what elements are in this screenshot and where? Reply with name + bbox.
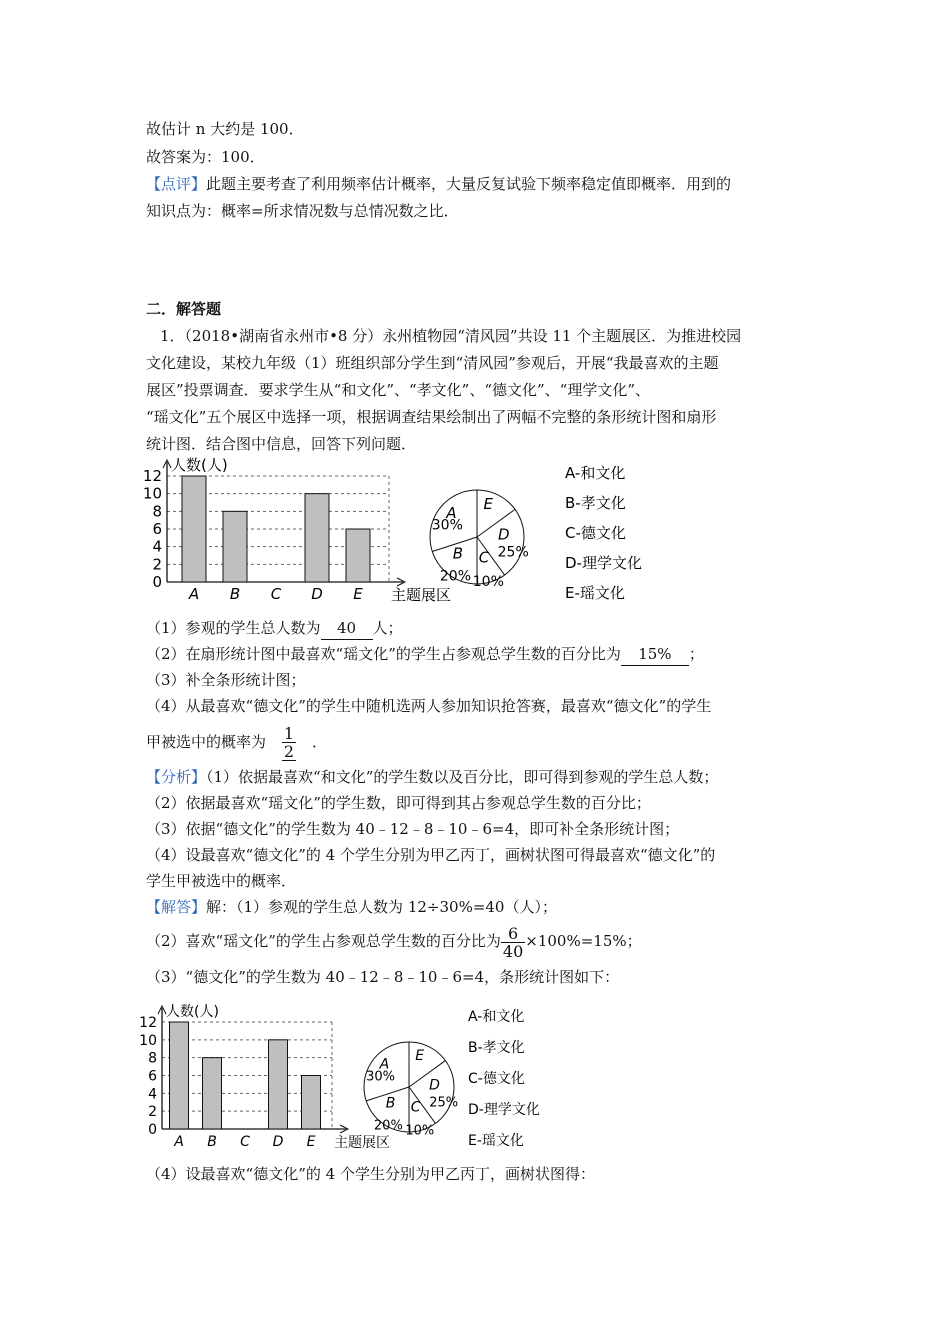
comment-line xyxy=(146,173,731,195)
pie-slice-percent: 10% xyxy=(405,1123,435,1139)
q4-text: 甲被选中的概率为 xyxy=(146,733,267,751)
x-tick-label: B xyxy=(207,1134,217,1150)
q4-answer xyxy=(266,722,312,762)
x-axis-label: 主题展区 xyxy=(334,1135,390,1151)
y-tick-label: 2 xyxy=(152,555,162,574)
section-title: 二．解答题 xyxy=(146,300,222,318)
solution-line xyxy=(146,896,557,918)
analysis-line: 学生甲被选中的概率． xyxy=(146,872,297,890)
x-tick-label: A xyxy=(188,585,200,603)
legend-item: E-瑶文化 xyxy=(565,584,625,602)
fraction-numerator: 6 xyxy=(501,925,525,943)
q1-post: 人； xyxy=(372,619,403,637)
y-tick-label: 8 xyxy=(148,1050,157,1067)
question-4-answer-line xyxy=(146,722,327,762)
q2-answer: 15% xyxy=(621,643,689,666)
solution-2-text: （2）喜欢“瑶文化”的学生占参观总学生数的百分比为 xyxy=(146,932,501,950)
pie-slice-label: B xyxy=(452,544,464,563)
bar xyxy=(203,1058,222,1129)
question-1 xyxy=(146,617,403,640)
legend-item: D-理学文化 xyxy=(468,1102,540,1118)
pie-slice-label: B xyxy=(385,1095,396,1112)
solution-line: （3）“德文化”的学生数为 40﹣12﹣8﹣10﹣6=4，条形统计图如下： xyxy=(146,968,620,986)
x-tick-label: C xyxy=(270,585,282,603)
y-tick-label: 4 xyxy=(152,537,162,556)
x-tick-label: B xyxy=(229,585,241,603)
analysis-line: （4）设最喜欢“德文化”的 4 个学生分别为甲乙丙丁，画树状图可得最喜欢“德文化”的 xyxy=(146,846,716,864)
text-line: 知识点为：概率=所求情况数与总情况数之比． xyxy=(146,202,459,220)
legend-item: D-理学文化 xyxy=(565,554,642,572)
x-tick-label: E xyxy=(353,585,363,603)
y-tick-label: 8 xyxy=(152,502,162,521)
analysis-line xyxy=(146,766,718,788)
x-tick-label: C xyxy=(240,1134,250,1150)
fraction-denominator: 40 xyxy=(502,941,524,961)
figure-1 xyxy=(135,450,665,615)
solution-line xyxy=(146,921,642,961)
y-tick-label: 0 xyxy=(152,573,162,591)
x-tick-label: D xyxy=(272,1134,284,1150)
pie-slice-label: E xyxy=(483,495,493,514)
problem-line: 统计图．结合图中信息，回答下列问题． xyxy=(146,435,417,453)
pie-slice-percent: 30% xyxy=(431,517,463,534)
pie-slice-label: C xyxy=(478,548,490,567)
y-tick-label: 6 xyxy=(152,520,162,538)
x-axis-label: 主题展区 xyxy=(391,586,452,604)
pie-slice-label: D xyxy=(429,1077,440,1094)
bar xyxy=(182,476,206,582)
legend-item: B-孝文化 xyxy=(468,1040,525,1056)
solution-tag: 【解答】 xyxy=(146,898,207,916)
y-tick-label: 10 xyxy=(142,484,162,503)
pie-slice-label: C xyxy=(410,1099,421,1116)
q4-denominator: 2 xyxy=(283,742,295,761)
bar xyxy=(305,494,329,582)
pie-slice-label: D xyxy=(498,525,510,544)
analysis-line: （3）依据“德文化”的学生数为 40﹣12﹣8﹣10﹣6=4，即可补全条形统计图； xyxy=(146,820,680,838)
pie-slice-label: E xyxy=(415,1048,425,1065)
pie-slice-percent: 30% xyxy=(366,1069,396,1085)
text-line: 故估计 n 大约是 100． xyxy=(146,120,304,138)
analysis-text: （1）依据最喜欢“和文化”的学生数以及百分比，即可得到参观的学生总人数； xyxy=(206,768,719,786)
x-tick-label: D xyxy=(311,585,323,603)
legend-item: B-孝文化 xyxy=(565,494,626,512)
y-tick-label: 6 xyxy=(148,1068,157,1085)
y-tick-label: 2 xyxy=(148,1104,157,1121)
problem-line: “瑶文化”五个展区中选择一项，根据调查结果绘制出了两幅不完整的条形统计图和扇形 xyxy=(146,408,717,426)
question-4: （4）从最喜欢“德文化”的学生中随机选两人参加知识抢答赛，最喜欢“德文化”的学生 xyxy=(146,697,712,715)
legend-item: A-和文化 xyxy=(565,464,626,482)
y-axis-label: 人数(人) xyxy=(171,456,228,474)
pie-slice-percent: 20% xyxy=(439,568,472,585)
analysis-tag: 【分析】 xyxy=(146,768,207,786)
legend-item: E-瑶文化 xyxy=(468,1133,524,1149)
y-tick-label: 12 xyxy=(142,467,162,485)
pie-slice-label: A xyxy=(379,1056,390,1073)
pie-slice-label: A xyxy=(446,503,457,522)
text-line: 故答案为：100． xyxy=(146,148,265,166)
pie-slice-percent: 25% xyxy=(497,544,529,561)
x-tick-label: E xyxy=(306,1134,316,1150)
bar xyxy=(346,529,370,582)
x-tick-label: A xyxy=(174,1134,184,1150)
q2-text: （2）在扇形统计图中最喜欢“瑶文化”的学生占参观总学生数的百分比为 xyxy=(146,645,621,663)
legend-item: C-德文化 xyxy=(468,1071,525,1087)
q4-numerator: 1 xyxy=(283,724,295,743)
y-tick-label: 10 xyxy=(139,1032,157,1049)
comment-text: 此题主要考查了利用频率估计概率，大量反复试验下频率稳定值即概率．用到的 xyxy=(206,175,732,193)
y-tick-label: 0 xyxy=(148,1122,157,1138)
q2-post: ； xyxy=(688,645,704,663)
y-tick-label: 4 xyxy=(148,1086,157,1103)
pie-slice-percent: 20% xyxy=(373,1118,403,1134)
q1-answer: 40 xyxy=(321,617,373,640)
q1-text: （1）参观的学生总人数为 xyxy=(146,619,321,637)
pie-slice-percent: 25% xyxy=(429,1095,459,1111)
pie-slice-percent: 10% xyxy=(472,573,504,590)
figure-2 xyxy=(138,995,558,1160)
bar xyxy=(269,1040,288,1129)
comment-tag: 【点评】 xyxy=(146,175,207,193)
problem-line: 1．（2018•湖南省永州市•8 分）永州植物园“清风园”共设 11 个主题展区．为推进校园 xyxy=(160,327,742,345)
bar xyxy=(223,511,247,582)
analysis-line: （2）依据最喜欢“瑶文化”的学生数，即可得到其占参观总学生数的百分比； xyxy=(146,794,651,812)
q4-post: ． xyxy=(312,733,328,751)
question-3: （3）补全条形统计图； xyxy=(146,671,306,689)
problem-line: 展区”投票调查．要求学生从“和文化”、“孝文化”、“德文化”、“理学文化”、 xyxy=(146,381,651,399)
bar xyxy=(302,1076,321,1130)
problem-line: 文化建设，某校九年级（1）班组织部分学生到“清风园”参观后，开展“我最喜欢的主题 xyxy=(146,354,719,372)
solution-line: （4）设最喜欢“德文化”的 4 个学生分别为甲乙丙丁，画树状图得： xyxy=(146,1165,595,1183)
solution-text: 解：（1）参观的学生总人数为 12÷30%=40（人）； xyxy=(206,898,557,916)
y-tick-label: 12 xyxy=(139,1015,157,1031)
y-axis-label: 人数(人) xyxy=(166,1004,219,1020)
solution-2-post: ×100%=15%； xyxy=(525,932,642,950)
legend-item: C-德文化 xyxy=(565,524,626,542)
question-2 xyxy=(146,643,704,666)
bar xyxy=(170,1022,189,1129)
legend-item: A-和文化 xyxy=(468,1009,525,1025)
